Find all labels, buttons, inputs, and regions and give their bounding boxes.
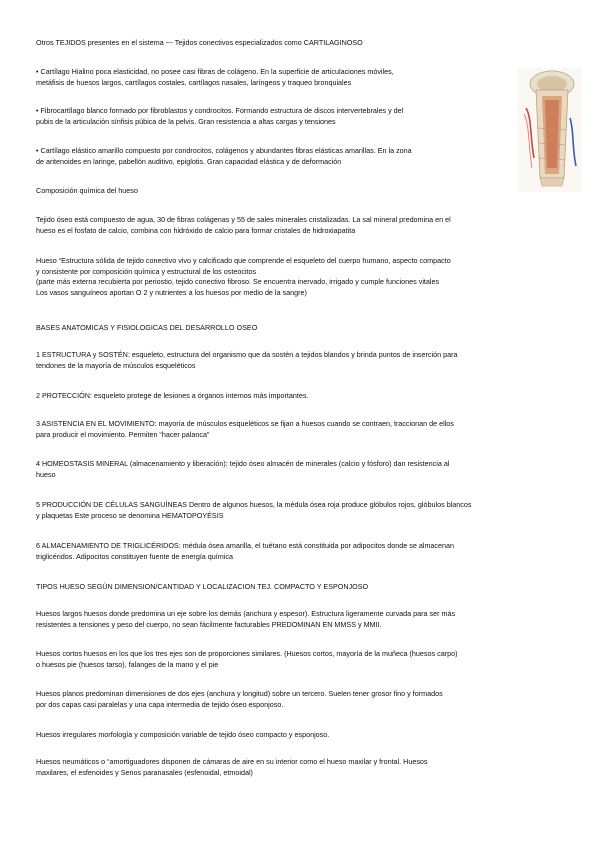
heading-chemical-composition: Composición química del hueso <box>36 186 138 195</box>
bone-marrow <box>545 100 559 168</box>
paragraph-elastic-cartilage: • Cartílago elástico amarillo compuesto por condrocitos, colágenos y abundantes fibras elásticas amarillas. En la zona de aritenoides en laringe, pabellón auditivo, epiglotis. Gran capacidad elástica y de deformación <box>36 146 412 166</box>
paragraph-movement: 3 ASISTENCIA EN EL MOVIMIENTO: mayoría de músculos esqueléticos se fijan a huesos cuando se contraen, traccionan de ellos para producir el movimiento. Permiten “hacer palanca” <box>36 419 454 439</box>
paragraph-long-bones: Huesos largos huesos donde predomina un eje sobre los demás (anchura y espesor). Estructura ligeramente curvada para ser más resistentes a tensiones y peso del cuerpo, no sean fácilmente facturables PREDOMINAN EN MMSS y MMII. <box>36 609 456 629</box>
paragraph-flat-bones: Huesos planos predominan dimensiones de dos ejes (anchura y longitud) sobre un tercero. Suelen tener grosor fino y formados por dos capas casi paralelas y una capa intermedia de tejido óseo esponjoso. <box>36 689 443 709</box>
paragraph-short-bones: Huesos cortos huesos en los que los tres ejes son de proporciones similares. (Huesos cortos, mayoría de la muñeca (huesos carpo) o huesos pie (huesos tarso), falanges de la mano y el pie <box>36 649 458 669</box>
paragraph-bone-tissue: Tejido óseo está compuesto de agua, 30 de fibras colágenas y 55 de sales minerales cristalizadas. La sal mineral predomina en el hueso es el fosfato de calcio, combina con hidróxido de calcio para formar cristales de hidroxiapatita <box>36 215 451 235</box>
paragraph-protection: 2 PROTECCIÓN: esqueleto protege de lesiones a órganos internos más importantes. <box>36 391 309 400</box>
paragraph-triglycerides: 6 ALMACENAMIENTO DE TRIGLICÉRIDOS: médula ósea amarilla, el tuétano está constituida por adipocitos donde se almacenan triglicéridos. Adipocitos constituyen fuente de energía química <box>36 541 455 561</box>
paragraph-bone-definition: Hueso “Estructura sólida de tejido conectivo vivo y calcificado que comprende el esqueleto del cuerpo humano, aspecto compacto y consistente por composición química y estructural de los osteocitos (parte más externa recubierta por periostio, tejido conectivo fibroso. Se encuentra inervado, irrigado y cumple funciones vitales Los vasos sanguíneos aportan O 2 y nutrientes a los huesos por medio de la sangre) <box>36 256 451 297</box>
paragraph-blood-cells: 5 PRODUCCIÓN DE CÉLULAS SANGUÍNEAS Dentro de algunos huesos, la médula ósea roja produce glóbulos rojos, glóbulos blancos y plaquetas Este proceso se denomina HEMATOPOYÉSIS <box>36 500 472 520</box>
paragraph-hyaline-cartilage: • Cartílago Hialino poca elasticidad, no posee casi fibras de colágeno. En la superficie de articulaciones móviles, metáfisis de huesos largos, cartílagos costales, cartílagos nasales, laríngeos y traqueo bronquiales <box>36 67 394 87</box>
paragraph-mineral-homeostasis: 4 HOMEOSTASIS MINERAL (almacenamiento y liberación): tejido óseo almacén de minerales (calcio y fósforo) dan resistencia al hueso <box>36 459 450 479</box>
paragraph-pneumatic-bones: Huesos neumáticos o “amortiguadores disponen de cámaras de aire en su interior como el hueso maxilar y frontal. Huesos maxilares, el esfenoides y Senos paranasales (esfenoidal, etmoidal) <box>36 757 428 777</box>
heading-cartilage: Otros TEJIDOS presentes en el sistema --- Tejidos conectivos especializados como CARTILAGINOSO <box>36 38 363 47</box>
bone-shaft-end <box>540 178 564 186</box>
bone-cross-section-illustration <box>518 68 582 192</box>
spongy-bone-region <box>537 76 567 92</box>
heading-bone-types: TIPOS HUESO SEGÚN DIMENSION/CANTIDAD Y LOCALIZACION TEJ. COMPACTO Y ESPONJOSO <box>36 582 369 591</box>
paragraph-structure-support: 1 ESTRUCTURA y SOSTÉN: esqueleto, estructura del organismo que da sostén a tejidos blandos y brinda puntos de inserción para tendones de la mayoría de músculos esqueléticos <box>36 350 458 370</box>
paragraph-fibrocartilage: • Fibrocartílago blanco formado por fibroblastos y condrocitos. Formando estructura de discos intervertebrales y del pubis de la articulación sínfisis púbica de la pelvis. Gran resistencia a altas cargas y tensiones <box>36 106 404 126</box>
heading-anatomical-bases: BASES ANATOMICAS Y FISIOLOGICAS DEL DESARROLLO OSEO <box>36 323 258 332</box>
paragraph-irregular-bones: Huesos irregulares morfología y composición variable de tejido óseo compacto y esponjoso. <box>36 730 330 739</box>
